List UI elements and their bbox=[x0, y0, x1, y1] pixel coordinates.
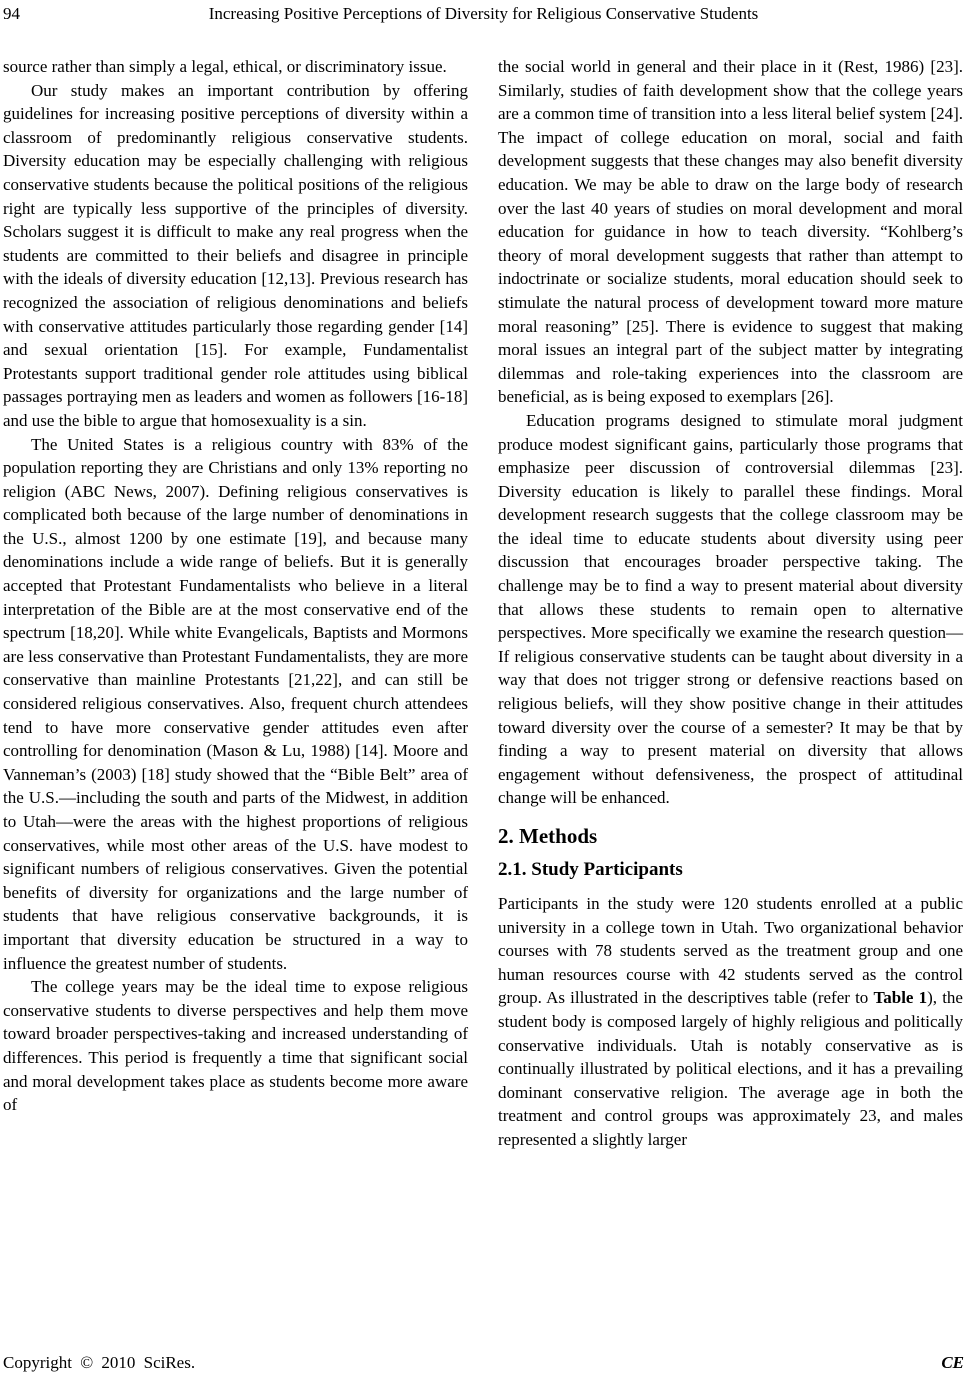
copyright-notice: Copyright © 2010 SciRes. bbox=[3, 1353, 196, 1372]
running-title: Increasing Positive Perceptions of Diversity for Religious Conservative Students bbox=[208, 4, 759, 23]
paragraph bbox=[498, 892, 963, 1152]
paragraph: The United States is a religious country with 83% of the population reporting they are Christians and only 13% reporting no religion (ABC News, 2007). Defining religious conservatives is complicated both because of the large number of denominations in the U.S., almost 1200 by one estimate [19], and because many denominations include a wide range of beliefs. But it is generally accepted that Protestant Fundamentalists who believe in a literal interpretation of the Bible are at the most conservative end of the spectrum [18,20]. While white Evangelicals, Baptists and Mormons are less conservative than Protestant Fundamentalists, they are more conservative than mainline Protestants [21,22], and can still be considered religious conservatives. Also, frequent church attendees tend to have more conservative gender attitudes even after controlling for denomination (Mason & Lu, 1988) [14]. Moore and Vanneman’s (2003) [18] study showed that the “Bible Belt” area of the U.S.—including the south and parts of the Midwest, in addition to Utah—were the areas with the highest proportions of religious conservatives, while most other areas of the U.S. have modest to significant numbers of religious conservatives. Given the potential benefits of diversity for organizations and the large number of students that have religious conservative backgrounds, it is important that diversity education be structured in a way to influence the greatest number of students. bbox=[3, 434, 468, 973]
paragraph-text: Participants in the study were 120 students enrolled at a public university in a college town in Utah. Two organizational behavior courses with 78 students served as the treatment group and one human resources course with 42 students served as the control group. As illustrated in the descriptives table (refer to bbox=[498, 894, 963, 1008]
subsection-heading-study-participants: 2.1. Study Participants bbox=[498, 859, 683, 880]
body-columns bbox=[3, 55, 963, 1152]
paragraph-continuation: source rather than simply a legal, ethical, or discriminatory issue. bbox=[3, 57, 447, 76]
left-column bbox=[3, 55, 468, 1152]
paragraph: The college years may be the ideal time to expose religious conservative students to diverse perspectives and help them move toward broader perspectives-taking and increased understanding of differences. This period is frequently a time that significant social and moral development takes place as students become more aware of bbox=[3, 977, 468, 1115]
section-heading-methods: 2. Methods bbox=[498, 824, 598, 848]
paragraph-text: ), the student body is composed largely of highly religious and politically conservative individuals. Utah is notably conservative as is continually illustrated by political elections, and it has a prevailing dominant conservative religion. The average age in both the treatment and control groups was approximately 23, and males represented a slightly larger bbox=[498, 988, 963, 1149]
paragraph: Education programs designed to stimulate moral judgment produce modest significant gains, particularly those programs that emphasize peer discussion of controversial dilemmas [23]. Diversity education is likely to parallel these findings. Moral development research suggests that the college classroom may be the ideal time to educate students about diversity using peer discussion that encourages broader perspective taking. The challenge may be to find a way to present material about diversity that allows these students to remain open to alternative perspectives. More specifically we examine the research question—If religious conservative students can be taught about diversity in a way that does not trigger strong or defensive reactions based on religious beliefs, will they show positive change in their attitudes toward diversity over the course of a semester? It may be that by finding a way to present material on diversity that allows engagement without defensiveness, the prospect of attitudinal change will be enhanced. bbox=[498, 410, 963, 808]
right-column bbox=[498, 55, 963, 1152]
page-header bbox=[3, 3, 964, 27]
journal-code: CE bbox=[941, 1353, 964, 1372]
table-1-reference: Table 1 bbox=[873, 988, 928, 1008]
paragraph: Our study makes an important contribution by offering guidelines for increasing positive perceptions of diversity within a classroom of predominantly religious conservative students. Diversity education may be especially challenging with religious conservative students because the political positions of the religious right are typically less supportive of the principles of diversity. Scholars suggest it is difficult to make any real progress when the students are committed to their beliefs and disagree in principle with the ideals of diversity education [12,13]. Previous research has recognized the association of religious denominations and beliefs with conservative attitudes particularly those regarding gender [14] and sexual orientation [15]. For example, Fundamentalist Protestants support traditional gender role attitudes using biblical passages portraying men as leaders and women as followers [16-18] and use the bible to argue that homosexuality is a sin. bbox=[3, 80, 468, 430]
paragraph-continuation: the social world in general and their place in it (Rest, 1986) [23]. Similarly, studies of faith development show that the college years are a common time of transition into a less literal belief system [24]. The impact of college education on moral, social and faith development suggests that these changes may also benefit diversity education. We may be able to draw on the large body of research over the last 40 years of studies on moral development and moral education for guidance in how to teach diversity. “Kohlberg’s theory of moral development suggests that rather than attempt to indoctrinate or socialize students, moral education should seek to stimulate the natural process of development toward more mature moral reasoning” [25]. There is evidence to suggest that making moral issues an integral part of the subject matter by integrating dilemmas and role-taking experiences into the classroom are beneficial, as is being exposed to exemplars [26]. bbox=[498, 57, 964, 407]
page-number: 94 bbox=[3, 4, 20, 23]
